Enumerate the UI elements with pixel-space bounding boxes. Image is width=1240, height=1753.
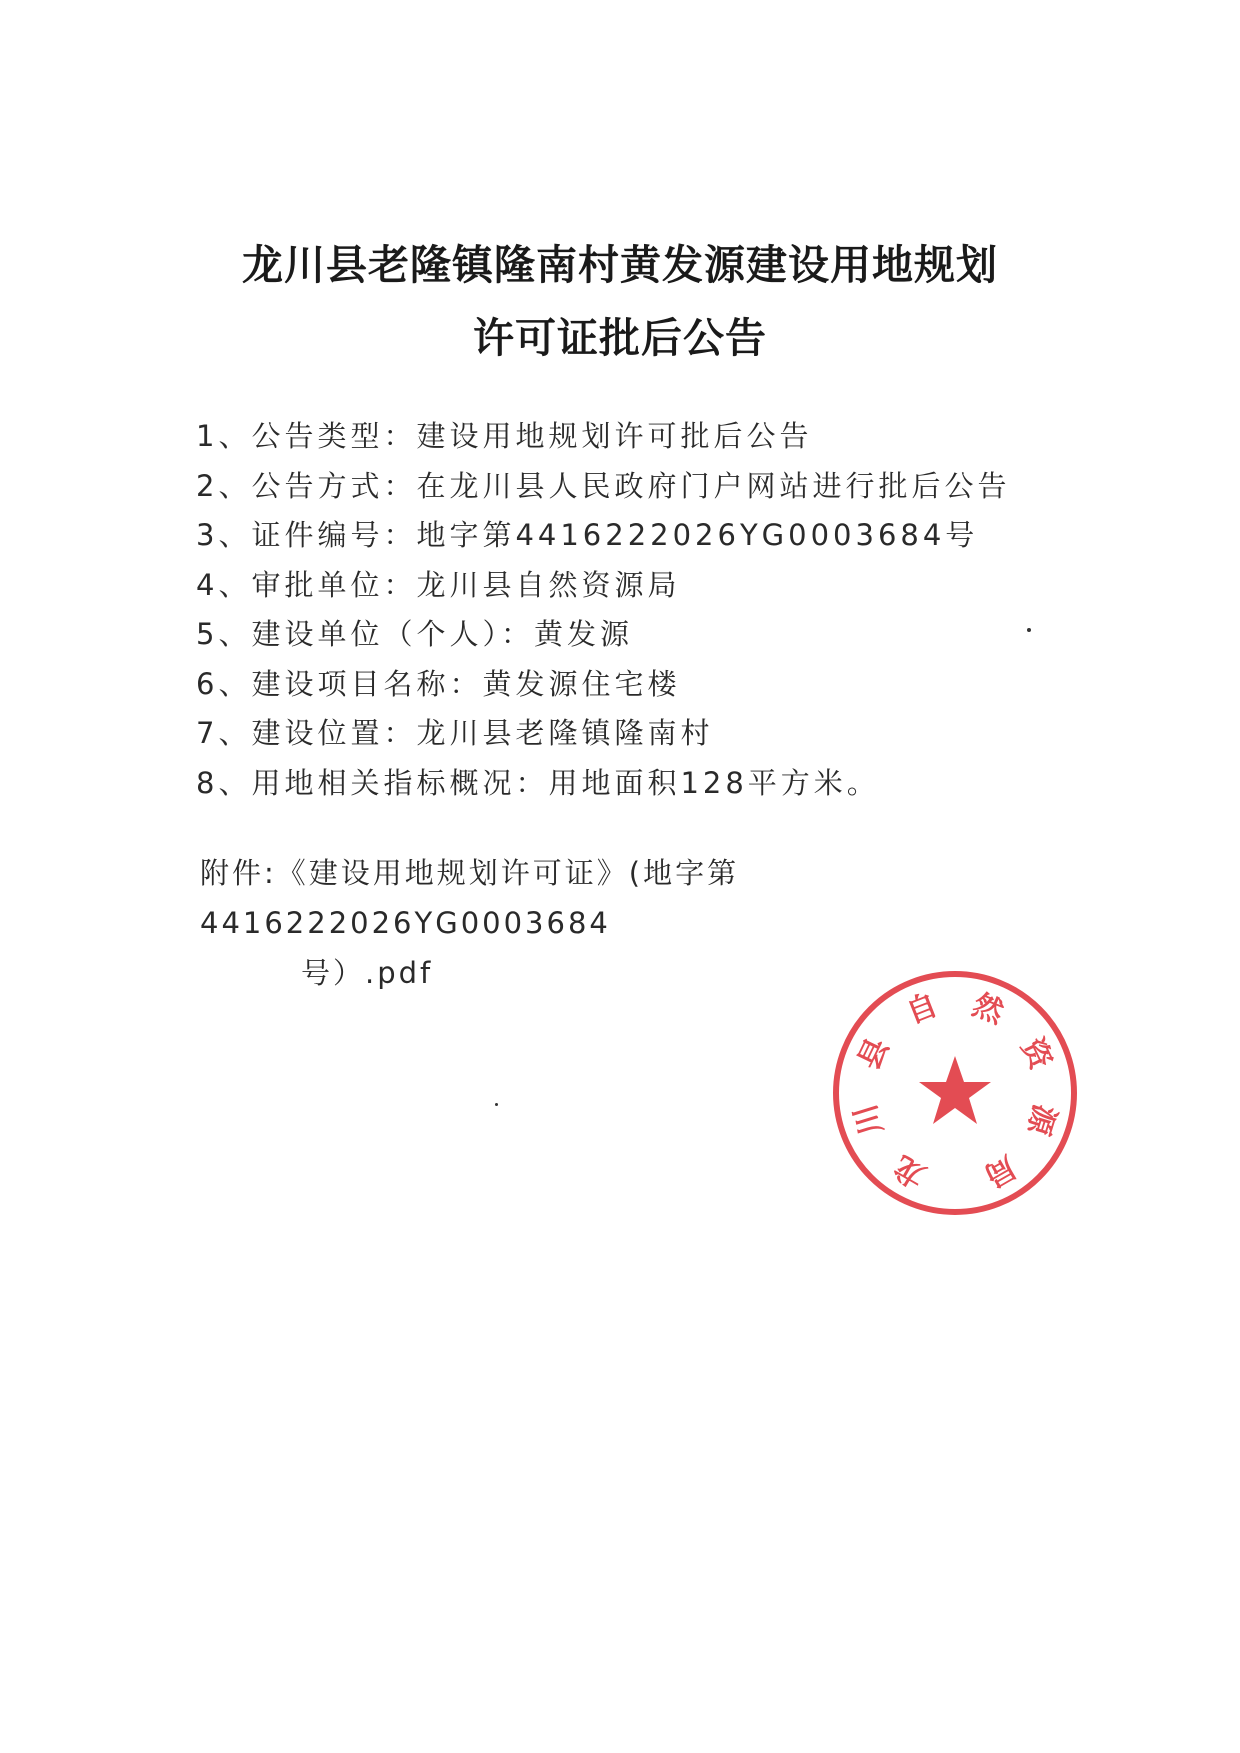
- seal-character: 县: [851, 1032, 897, 1076]
- item-construction-unit: 5、建设单位（个人）：黄发源: [196, 617, 633, 651]
- seal-character: 资: [1013, 1032, 1059, 1076]
- attachment-line-1[interactable]: 附件:《建设用地规划许可证》(地字第4416222026YG0003684: [200, 856, 740, 940]
- scan-speck: [1027, 628, 1031, 632]
- scan-speck: [495, 1103, 498, 1106]
- seal-character: 自: [901, 987, 943, 1031]
- item-construction-location: 7、建设位置：龙川县老隆镇隆南村: [196, 716, 714, 750]
- star-icon: [919, 1056, 991, 1124]
- announcement-items: [196, 412, 1076, 808]
- item-approval-unit: 4、审批单位：龙川县自然资源局: [196, 567, 681, 602]
- seal-character: 源: [1019, 1100, 1063, 1140]
- attachment-line-2[interactable]: 号）.pdf: [301, 956, 434, 990]
- official-seal: [830, 968, 1080, 1218]
- seal-character: 龙: [888, 1148, 932, 1194]
- item-announcement-method: 2、公告方式：在龙川县人民政府门户网站进行批后公告: [196, 468, 1011, 503]
- document-title-line-2: 许可证批后公告: [473, 314, 767, 362]
- seal-character: 然: [967, 987, 1009, 1031]
- item-announcement-type: 1、公告类型：建设用地规划许可批后公告: [196, 419, 813, 453]
- seal-character: 局: [978, 1148, 1022, 1194]
- item-land-indicators: 8、用地相关指标概况：用地面积128平方米。: [196, 765, 880, 800]
- document-title-line-1: 龙川县老隆镇隆南村黄发源建设用地规划: [242, 241, 998, 289]
- seal-character: 川: [847, 1100, 891, 1140]
- item-project-name: 6、建设项目名称：黄发源住宅楼: [196, 666, 681, 701]
- item-certificate-number: 3、证件编号：地字第4416222026YG0003684号: [196, 518, 979, 552]
